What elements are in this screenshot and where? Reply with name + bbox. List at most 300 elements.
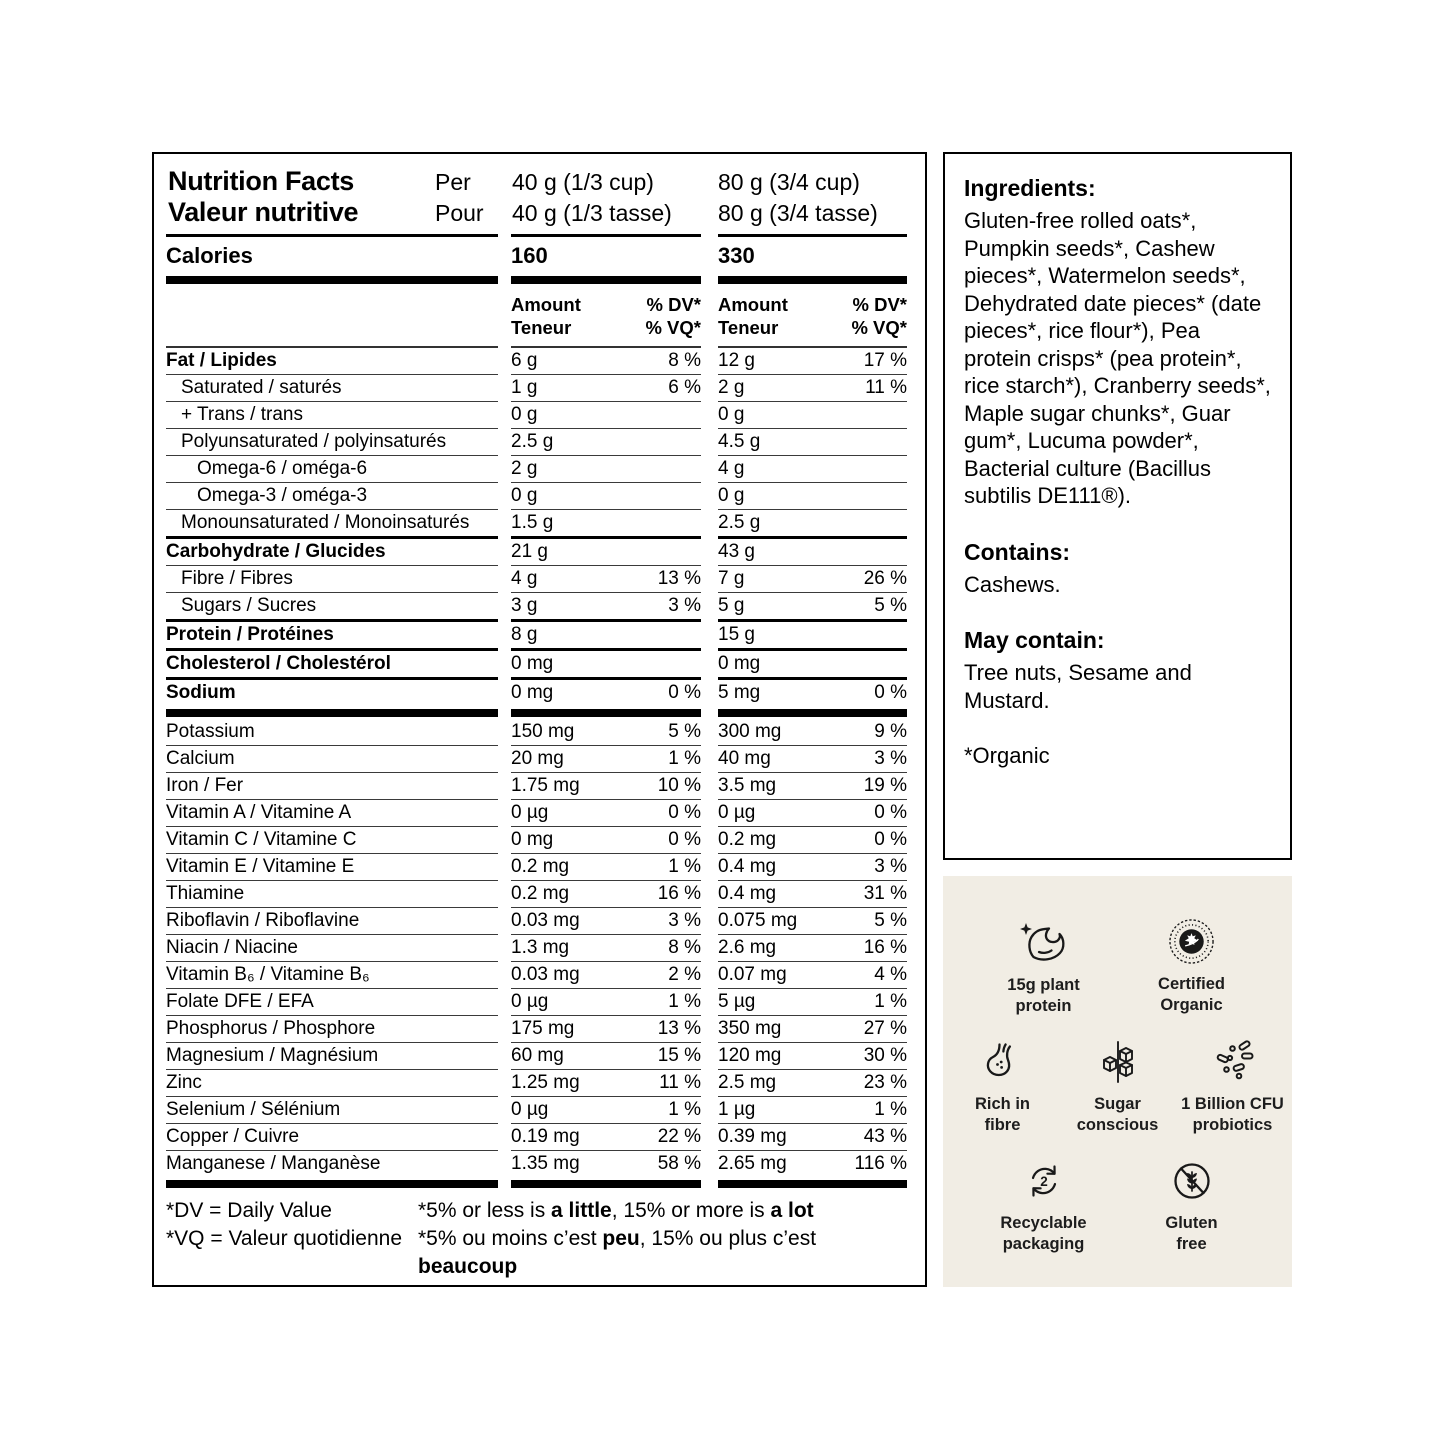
title-fr: Valeur nutritive (168, 197, 359, 227)
nutrient-row (166, 429, 909, 456)
badge-label-line: conscious (1076, 1116, 1159, 1134)
badge-probiotics (1176, 1039, 1289, 1136)
badge-label-line: packaging (1002, 1235, 1085, 1253)
nutrient-label: Niacin / Niacine (166, 935, 498, 962)
dv-value: 8 % (668, 937, 701, 958)
nutrient-label: Vitamin C / Vitamine C (166, 827, 498, 854)
badge-label (981, 975, 1107, 1017)
amount-value: 1.75 mg (511, 775, 580, 796)
dv-value: 22 % (657, 1126, 701, 1147)
nutrient-row (166, 881, 909, 908)
nutrient-label: Iron / Fer (166, 773, 498, 800)
nutrient-values (511, 1016, 701, 1043)
badge-label-line: Organic (1160, 996, 1223, 1014)
footnote-line-en (166, 1197, 909, 1225)
nutrient-label: Omega-3 / oméga-3 (166, 483, 498, 510)
nutrient-row (166, 935, 909, 962)
badge-label-line: free (1176, 1235, 1207, 1253)
calories-row (166, 237, 909, 276)
probiotics-icon (1210, 1039, 1256, 1085)
nutrient-values (718, 1097, 907, 1124)
amount-value: 0 g (511, 404, 538, 425)
serving-size-1 (512, 167, 672, 229)
nutrient-label: Vitamin B₆ / Vitamine B₆ (166, 962, 498, 989)
serving-2-fr: 80 g (3/4 tasse) (718, 200, 878, 226)
nutrient-values (511, 800, 701, 827)
per-label-en: Per (435, 169, 471, 195)
ingredients-title: Ingredients: (964, 175, 1096, 201)
svg-text:2: 2 (1039, 1174, 1048, 1189)
badges-panel (943, 876, 1292, 1287)
amount-value: 15 g (718, 624, 755, 645)
organic-note: *Organic (964, 743, 1050, 768)
nutrition-facts-panel (152, 152, 927, 1287)
nutrient-values (511, 456, 701, 483)
amount-value: 0.03 mg (511, 964, 580, 985)
nutrient-rows (166, 348, 909, 1190)
amount-value: 6 g (511, 350, 538, 371)
nutrient-label: Potassium (166, 719, 498, 746)
nutrient-row (166, 1151, 909, 1177)
nutrient-row (166, 402, 909, 429)
amount-value: 0 g (511, 485, 538, 506)
amount-value: 1.35 mg (511, 1153, 580, 1174)
amount-value: 1.5 g (511, 512, 554, 533)
nutrient-label: Thiamine (166, 881, 498, 908)
amount-value: 0.19 mg (511, 1126, 580, 1147)
nutrient-values (511, 854, 701, 881)
nutrient-values (718, 651, 907, 680)
amount-value: 0 g (718, 404, 745, 425)
contains-text: Cashews. (964, 571, 1061, 597)
nutrient-values (511, 908, 701, 935)
badge-label-line: fibre (984, 1116, 1021, 1134)
amount-value: 0.2 mg (511, 856, 570, 877)
amount-value: 3 g (511, 595, 538, 616)
amount-value: 5 µg (718, 991, 756, 1012)
nutrient-values (718, 510, 907, 539)
nutrient-values (511, 622, 701, 651)
amount-value: 0 µg (718, 802, 756, 823)
nutrient-values (718, 827, 907, 854)
section-bar (166, 1177, 909, 1190)
amount-value: 1 g (511, 377, 538, 398)
nutrition-facts-title (168, 166, 358, 228)
dv-value: 116 % (854, 1153, 907, 1174)
amount-value: 350 mg (718, 1018, 782, 1039)
badge-gluten-free (1129, 1158, 1255, 1255)
footnotes (166, 1197, 909, 1281)
badge-label (946, 1094, 1059, 1136)
nutrient-row (166, 1016, 909, 1043)
amount-value: 2 g (511, 458, 538, 479)
nutrient-values (511, 510, 701, 539)
dv-value: 30 % (863, 1045, 907, 1066)
serving-1-en: 40 g (1/3 cup) (512, 169, 654, 195)
note-bold: beaucoup (418, 1255, 518, 1278)
section-bar (166, 706, 909, 719)
note-bold: peu (602, 1227, 640, 1250)
nutrient-values (718, 935, 907, 962)
dv-value: 0 % (874, 829, 907, 850)
nutrition-facts-header (166, 164, 909, 234)
dv-value: 0 % (668, 682, 701, 703)
nutrient-values (511, 1124, 701, 1151)
dv-value: 0 % (668, 829, 701, 850)
nutrient-values (718, 746, 907, 773)
nutrient-label: Copper / Cuivre (166, 1124, 498, 1151)
amount-value: 0.4 mg (718, 883, 777, 904)
nutrient-label: Magnesium / Magnésium (166, 1043, 498, 1070)
dv-value: 1 % (668, 856, 701, 877)
amount-value: 1.25 mg (511, 1072, 580, 1093)
amount-value: 3.5 mg (718, 775, 777, 796)
nutrient-row (166, 1124, 909, 1151)
nutrient-row (166, 622, 909, 651)
note-text: , 15% ou plus c’est (639, 1227, 817, 1250)
dv-en: % DV* (646, 294, 701, 315)
nutrient-row (166, 962, 909, 989)
note-text: , 15% or more is (611, 1199, 771, 1222)
dv-value: 13 % (657, 1018, 701, 1039)
amount-value: 4 g (511, 568, 538, 589)
calories-value-1: 160 (511, 243, 548, 268)
amount-value: 2.5 g (718, 512, 761, 533)
nutrient-values (718, 719, 907, 746)
badge-label-line: Rich in (974, 1095, 1030, 1113)
badge-label-line: 1 Billion CFU (1181, 1095, 1284, 1113)
nutrient-values (718, 989, 907, 1016)
badge-label (1176, 1094, 1289, 1136)
nutrient-row (166, 593, 909, 622)
nutrient-values (718, 680, 907, 706)
nutrient-values (718, 773, 907, 800)
amount-value: 0.07 mg (718, 964, 787, 985)
amount-value: 8 g (511, 624, 538, 645)
amount-value: 60 mg (511, 1045, 564, 1066)
nutrient-values (511, 593, 701, 622)
per-label-fr: Pour (435, 200, 484, 226)
nutrient-label: Vitamin E / Vitamine E (166, 854, 498, 881)
dv-value: 6 % (668, 377, 701, 398)
dv-value: 10 % (657, 775, 701, 796)
nutrient-label: Selenium / Sélénium (166, 1097, 498, 1124)
badge-sugar-conscious (1061, 1039, 1174, 1136)
amount-value: 0.39 mg (718, 1126, 787, 1147)
nutrient-label: Sodium (166, 682, 236, 703)
amount-value: 0 mg (511, 829, 554, 850)
nutrient-values (718, 429, 907, 456)
amount-value: 0 mg (718, 653, 761, 674)
nutrient-values (511, 881, 701, 908)
nutrient-row (166, 908, 909, 935)
dv-value: 26 % (863, 568, 907, 589)
dv-label (645, 293, 701, 339)
nutrient-row (166, 827, 909, 854)
dv-value: 2 % (668, 964, 701, 985)
dv-value: 1 % (874, 1099, 907, 1120)
amount-value: 21 g (511, 541, 548, 562)
nutrient-row (166, 1070, 909, 1097)
nutrient-values (718, 622, 907, 651)
badge-plant-protein (981, 918, 1107, 1017)
nutrient-label: Cholesterol / Cholestérol (166, 651, 498, 680)
badge-label (981, 1213, 1107, 1255)
amount-value: 0.4 mg (718, 856, 777, 877)
dv-value: 1 % (874, 991, 907, 1012)
amount-value: 0.2 mg (718, 829, 777, 850)
dv-fr: % VQ* (851, 317, 907, 338)
badge-row-2 (943, 1039, 1292, 1136)
footnote-line-fr (166, 1225, 909, 1281)
nutrient-values (718, 483, 907, 510)
nutrient-row (166, 746, 909, 773)
nutrient-row (166, 539, 909, 566)
nutrient-values (511, 1151, 701, 1177)
nutrient-values (511, 1070, 701, 1097)
nutrient-values (718, 1043, 907, 1070)
dv-value: 13 % (657, 568, 701, 589)
dv-value: 11 % (865, 377, 907, 398)
nutrient-values (718, 800, 907, 827)
dv-value: 5 % (874, 595, 907, 616)
note-bold: a little (551, 1199, 612, 1222)
amount-value: 12 g (718, 350, 755, 371)
nutrient-row (166, 680, 909, 706)
dv-value: 9 % (874, 721, 907, 742)
per-labels (435, 167, 484, 229)
badge-label-line: 15g plant (1007, 976, 1080, 994)
amount-fr: Teneur (511, 317, 572, 338)
note-text: *5% ou moins c’est (418, 1227, 603, 1250)
badge-row-1 (943, 918, 1292, 1017)
dv-definition: *DV = Daily Value (166, 1199, 332, 1222)
amount-value: 2.5 g (511, 431, 554, 452)
badge-label-line: Sugar (1094, 1095, 1141, 1113)
nutrient-values (718, 593, 907, 622)
nutrient-values (511, 680, 701, 706)
nutrient-values (718, 456, 907, 483)
dv-value: 23 % (863, 1072, 907, 1093)
nutrient-values (511, 935, 701, 962)
amount-value: 0 µg (511, 802, 549, 823)
amount-value: 0 mg (511, 653, 554, 674)
nutrient-row (166, 510, 909, 539)
dv-value: 58 % (657, 1153, 701, 1174)
nutrient-values (511, 1043, 701, 1070)
amount-value: 0.2 mg (511, 883, 570, 904)
nutrient-label: Calcium (166, 746, 498, 773)
nutrient-values (511, 719, 701, 746)
nutrient-values (718, 348, 907, 375)
nutrient-row (166, 456, 909, 483)
dv-value: 3 % (668, 595, 701, 616)
dv-value: 16 % (863, 937, 907, 958)
stomach-icon (980, 1039, 1026, 1085)
dv-value: 8 % (668, 350, 701, 371)
title-en: Nutrition Facts (168, 166, 355, 196)
nutrient-row (166, 719, 909, 746)
amount-value: 2.6 mg (718, 937, 777, 958)
dv-value: 3 % (668, 910, 701, 931)
amount-value: 120 mg (718, 1045, 782, 1066)
calories-label: Calories (166, 243, 253, 268)
badge-label (1129, 974, 1255, 1016)
amount-header-row (166, 284, 909, 346)
nutrient-row (166, 651, 909, 680)
amount-value: 40 mg (718, 748, 771, 769)
nutrient-values (718, 854, 907, 881)
sugar-cubes-icon (1095, 1039, 1141, 1085)
nutrient-row (166, 1097, 909, 1124)
nutrient-label: Folate DFE / EFA (166, 989, 498, 1016)
amount-value: 2.5 mg (718, 1072, 777, 1093)
dv-value: 17 % (863, 350, 907, 371)
nutrient-label: Manganese / Manganèse (166, 1153, 381, 1174)
amount-value: 7 g (718, 568, 745, 589)
badge-row-3 (943, 1158, 1292, 1255)
nutrient-values (718, 908, 907, 935)
amount-value: 5 mg (718, 682, 761, 703)
dv-value: 27 % (863, 1018, 907, 1039)
ingredients-panel (943, 152, 1292, 860)
amount-header-2 (718, 293, 907, 339)
amount-value: 0 g (718, 485, 745, 506)
dv-value: 5 % (668, 721, 701, 742)
certified-organic-icon (1168, 918, 1215, 965)
nutrient-values (718, 962, 907, 989)
dv-value: 1 % (668, 1099, 701, 1120)
amount-header-1 (511, 293, 701, 339)
recycle-icon (1021, 1158, 1067, 1204)
nutrient-values (511, 348, 701, 375)
dv-value: 43 % (863, 1126, 907, 1147)
badge-label-line: Certified (1158, 975, 1225, 993)
nutrient-label: Saturated / saturés (166, 375, 498, 402)
nutrient-label: Zinc (166, 1070, 498, 1097)
nutrient-values (511, 773, 701, 800)
nutrient-label: Monounsaturated / Monoinsaturés (166, 510, 498, 539)
nutrient-values (511, 1097, 701, 1124)
badge-label-line: probiotics (1192, 1116, 1273, 1134)
badge-label-line: protein (1015, 997, 1072, 1015)
nutrient-values (511, 962, 701, 989)
serving-size-2 (718, 167, 878, 229)
amount-en: Amount (718, 294, 788, 315)
amount-value: 300 mg (718, 721, 782, 742)
amount-value: 0 µg (511, 991, 549, 1012)
dv-note-fr (418, 1225, 909, 1281)
dv-value: 5 % (874, 910, 907, 931)
nutrient-row (166, 483, 909, 510)
nutrient-row (166, 773, 909, 800)
nutrient-values (718, 402, 907, 429)
nutrient-label: Fat / Lipides (166, 348, 498, 375)
nutrient-label: Carbohydrate / Glucides (166, 539, 498, 566)
serving-2-en: 80 g (3/4 cup) (718, 169, 860, 195)
amount-value: 0 µg (511, 1099, 549, 1120)
amount-value: 0.03 mg (511, 910, 580, 931)
nutrient-values (718, 1124, 907, 1151)
nutrient-values (718, 1151, 907, 1177)
nutrient-row (166, 854, 909, 881)
nutrient-values (718, 1070, 907, 1097)
dv-value: 19 % (863, 775, 907, 796)
ingredients-text: Gluten-free rolled oats*, Pumpkin seeds*, Cashew pieces*, Watermelon seeds*, Dehydrated date pieces* (date pieces*, rice flour*), Pea protein crisps* (pea protein*, rice starch*), Cranberry seeds*, Maple sugar chunks*, Guar gum*, Lucuma powder*, Bacterial culture (Bacillus subtilis DE111®). (964, 208, 1271, 508)
amount-value: 4.5 g (718, 431, 761, 452)
dv-fr: % VQ* (645, 317, 701, 338)
nutrient-values (511, 746, 701, 773)
amount-value: 20 mg (511, 748, 564, 769)
nutrient-label: Protein / Protéines (166, 622, 498, 651)
badge-rich-in-fibre (946, 1039, 1059, 1136)
amount-value: 1.3 mg (511, 937, 570, 958)
nutrient-values (511, 566, 701, 593)
nutrient-values (511, 375, 701, 402)
amount-value: 2.65 mg (718, 1153, 787, 1174)
gluten-free-icon (1169, 1158, 1215, 1204)
amount-label (718, 293, 788, 339)
dv-value: 3 % (874, 856, 907, 877)
dv-value: 16 % (657, 883, 701, 904)
nutrient-row (166, 375, 909, 402)
nutrient-label: + Trans / trans (166, 402, 498, 429)
amount-en: Amount (511, 294, 581, 315)
contains-title: Contains: (964, 538, 1071, 565)
amount-value: 150 mg (511, 721, 575, 742)
dv-value: 1 % (668, 748, 701, 769)
dv-label (851, 293, 907, 339)
nutrient-row (166, 348, 909, 375)
nutrient-label: Sugars / Sucres (166, 593, 498, 622)
dv-value: 3 % (874, 748, 907, 769)
nutrient-values (718, 881, 907, 908)
nutrient-row (166, 566, 909, 593)
badge-label-line: Gluten (1165, 1214, 1218, 1232)
nutrient-values (718, 566, 907, 593)
header-rule (166, 234, 909, 237)
dv-value: 0 % (874, 802, 907, 823)
dv-value: 1 % (668, 991, 701, 1012)
dv-value: 11 % (659, 1072, 701, 1093)
dv-value: 15 % (657, 1045, 701, 1066)
nutrient-values (511, 483, 701, 510)
note-bold: a lot (770, 1199, 814, 1222)
may-contain-text: Tree nuts, Sesame and Mustard. (964, 660, 1192, 713)
nutrient-label: Omega-6 / oméga-6 (166, 456, 498, 483)
badge-label (1129, 1213, 1255, 1255)
nutrient-values (511, 827, 701, 854)
amount-value: 0 mg (511, 682, 554, 703)
badge-recyclable (981, 1158, 1107, 1255)
may-contain-title: May contain: (964, 627, 1105, 653)
dv-value: 0 % (668, 802, 701, 823)
nutrient-values (718, 375, 907, 402)
vq-definition: *VQ = Valeur quotidienne (166, 1227, 403, 1250)
nutrient-values (511, 539, 701, 566)
badge-certified-organic (1129, 918, 1255, 1017)
nutrient-values (511, 989, 701, 1016)
nutrient-label: Phosphorus / Phosphore (166, 1016, 498, 1043)
amount-value: 5 g (718, 595, 745, 616)
nutrient-label: Fibre / Fibres (166, 566, 498, 593)
nutrient-values (718, 539, 907, 566)
dv-en: % DV* (852, 294, 907, 315)
amount-value: 4 g (718, 458, 745, 479)
amount-value: 2 g (718, 377, 745, 398)
amount-value: 0.075 mg (718, 910, 798, 931)
nutrient-row (166, 1043, 909, 1070)
